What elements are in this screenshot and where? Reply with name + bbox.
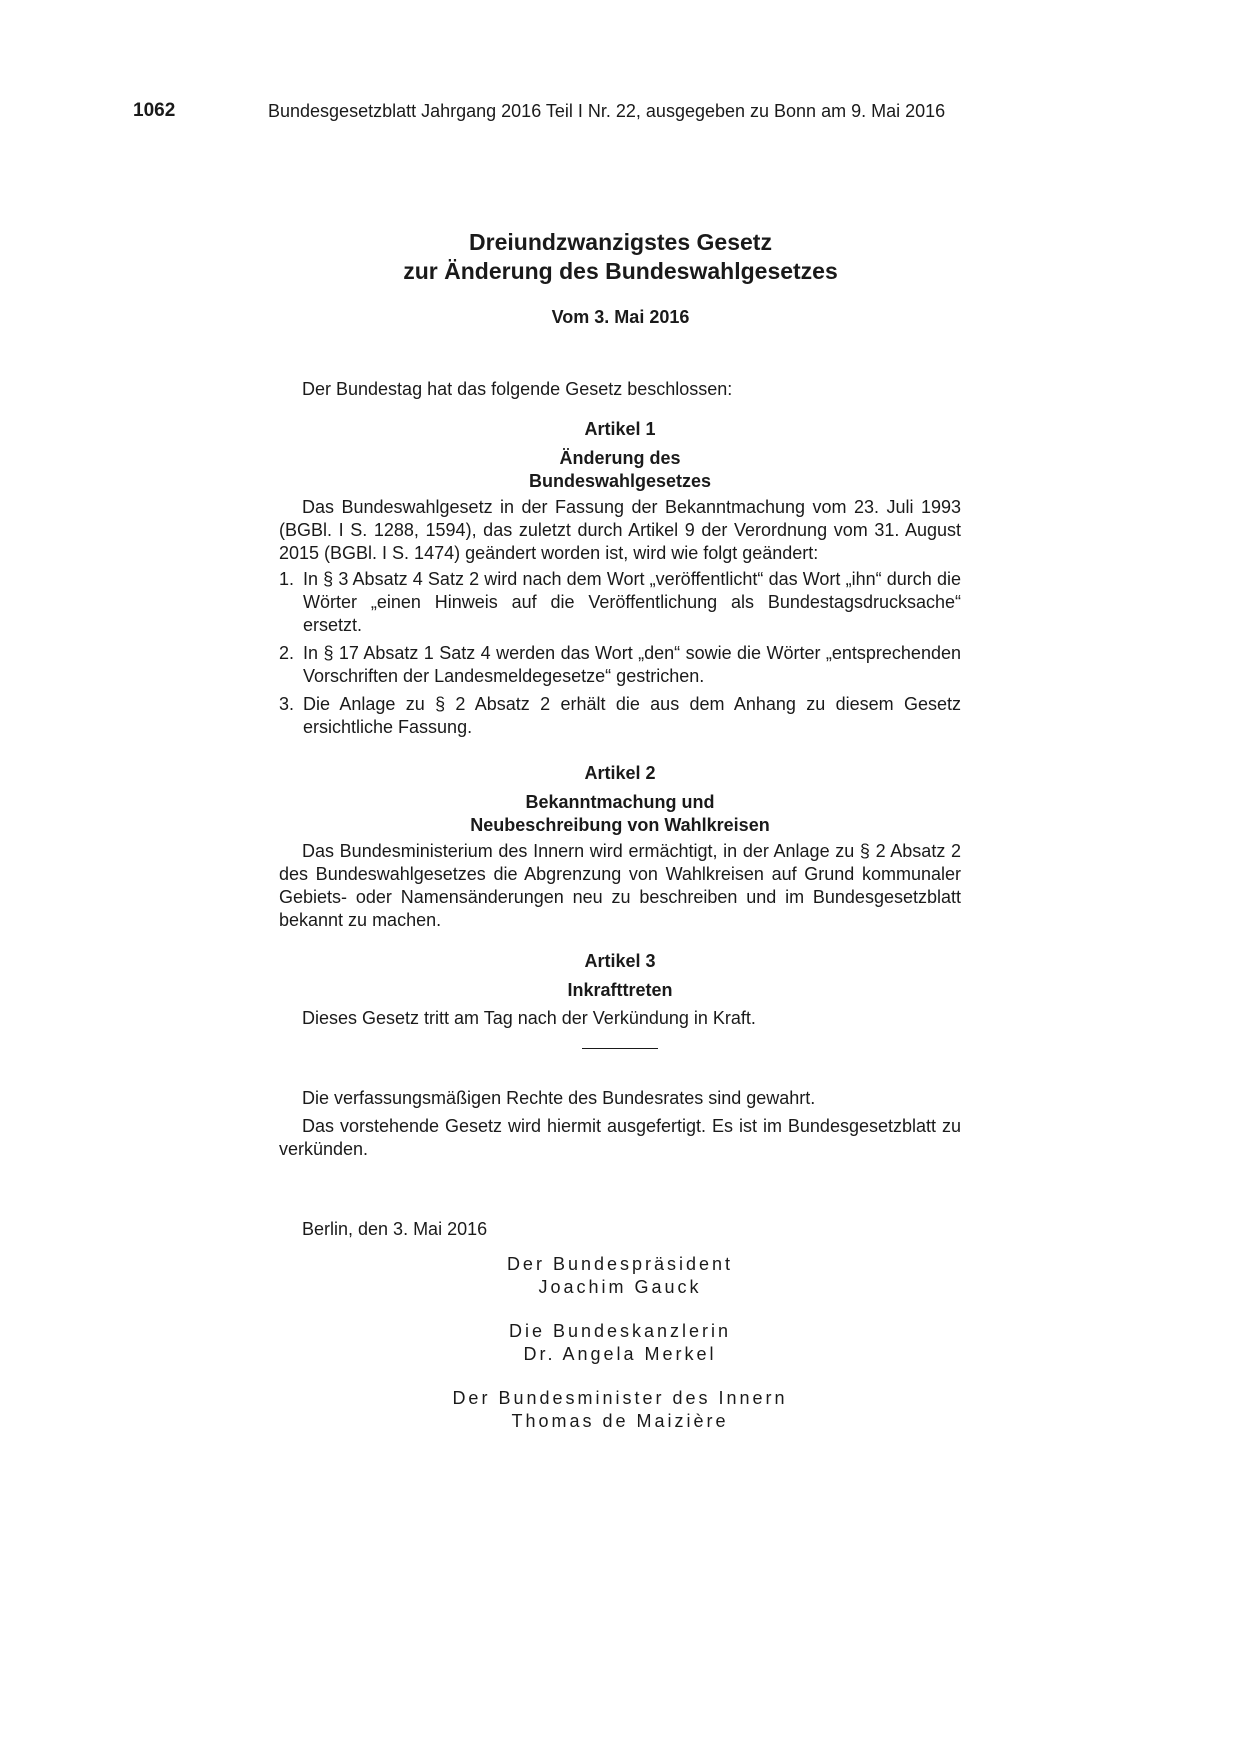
preamble: Der Bundestag hat das folgende Gesetz beschlossen: xyxy=(302,379,733,399)
law-date: Vom 3. Mai 2016 xyxy=(551,307,690,327)
law-body xyxy=(279,378,961,1433)
title-line-2: zur Änderung des Bundeswahlgesetzes xyxy=(403,258,838,284)
signatory-name: Joachim Gauck xyxy=(538,1277,702,1297)
law-title xyxy=(0,228,1241,286)
list-item xyxy=(279,693,961,739)
article-heading xyxy=(279,447,961,493)
article-heading-line-1: Änderung des xyxy=(559,448,681,468)
signatory-name: Dr. Angela Merkel xyxy=(523,1344,717,1364)
list-item xyxy=(279,642,961,688)
signatory-office: Die Bundeskanzlerin xyxy=(508,1321,732,1341)
article-2 xyxy=(279,762,961,932)
rights-statement: Die verfassungsmäßigen Rechte des Bundesrates sind gewahrt. xyxy=(302,1088,816,1108)
promulgation-statement: Das vorstehende Gesetz wird hiermit ausgefertigt. Es ist im Bundesgesetzblatt zu verkünden. xyxy=(279,1116,961,1159)
list-item-text: In § 17 Absatz 1 Satz 4 werden das Wort „den“ sowie die Wörter „entsprechenden Vorschriften der Landesmeldegesetze“ gestrichen. xyxy=(303,643,961,686)
list-item-number: 1. xyxy=(279,569,295,589)
separator-rule xyxy=(582,1048,658,1049)
article-text: Dieses Gesetz tritt am Tag nach der Verkündung in Kraft. xyxy=(302,1008,756,1028)
signatory-office: Der Bundespräsident xyxy=(506,1254,734,1274)
article-heading xyxy=(279,791,961,837)
article-number: Artikel 3 xyxy=(584,951,656,971)
article-heading: Inkrafttreten xyxy=(567,980,673,1000)
article-text: Das Bundesministerium des Innern wird ermächtigt, in der Anlage zu § 2 Absatz 2 des Bundeswahlgesetzes die Abgrenzung von Wahlkreisen auf Grund kommunaler Gebiets- oder Namensänderungen neu zu beschreiben und im Bundesgesetzblatt bekannt zu machen. xyxy=(279,841,961,930)
article-heading-line-2: Bundeswahlgesetzes xyxy=(528,471,712,491)
list-item-number: 3. xyxy=(279,694,295,714)
list-item-text: In § 3 Absatz 4 Satz 2 wird nach dem Wort „veröffentlicht“ das Wort „ihn“ durch die Wörter „einen Hinweis auf die Veröffentlichung als Bundestagsdrucksache“ ersetzt. xyxy=(303,569,961,635)
article-number: Artikel 1 xyxy=(584,419,656,439)
title-line-1: Dreiundzwanzigstes Gesetz xyxy=(469,229,772,255)
article-1 xyxy=(279,418,961,739)
article-3 xyxy=(279,950,961,1030)
signatory-office: Der Bundesminister des Innern xyxy=(452,1388,788,1408)
list-item xyxy=(279,568,961,637)
place-and-date: Berlin, den 3. Mai 2016 xyxy=(302,1219,488,1239)
amendment-list xyxy=(279,568,961,739)
article-heading-line-1: Bekanntmachung und xyxy=(525,792,715,812)
article-heading-line-2: Neubeschreibung von Wahlkreisen xyxy=(470,815,770,835)
running-head: Bundesgesetzblatt Jahrgang 2016 Teil I Nr. 22, ausgegeben zu Bonn am 9. Mai 2016 xyxy=(268,101,946,121)
page-number: 1062 xyxy=(133,100,176,121)
list-item-text: Die Anlage zu § 2 Absatz 2 erhält die aus dem Anhang zu diesem Gesetz ersichtliche Fassung. xyxy=(303,694,961,737)
signatory-name: Thomas de Maizière xyxy=(511,1411,729,1431)
list-item-number: 2. xyxy=(279,643,295,663)
article-number: Artikel 2 xyxy=(584,763,656,783)
article-text: Das Bundeswahlgesetz in der Fassung der Bekanntmachung vom 23. Juli 1993 (BGBl. I S. 1288, 1594), das zuletzt durch Artikel 9 der Verordnung vom 31. August 2015 (BGBl. I S. 1474) geändert worden ist, wird wie folgt geändert: xyxy=(279,497,961,563)
signature-block xyxy=(279,1253,961,1433)
